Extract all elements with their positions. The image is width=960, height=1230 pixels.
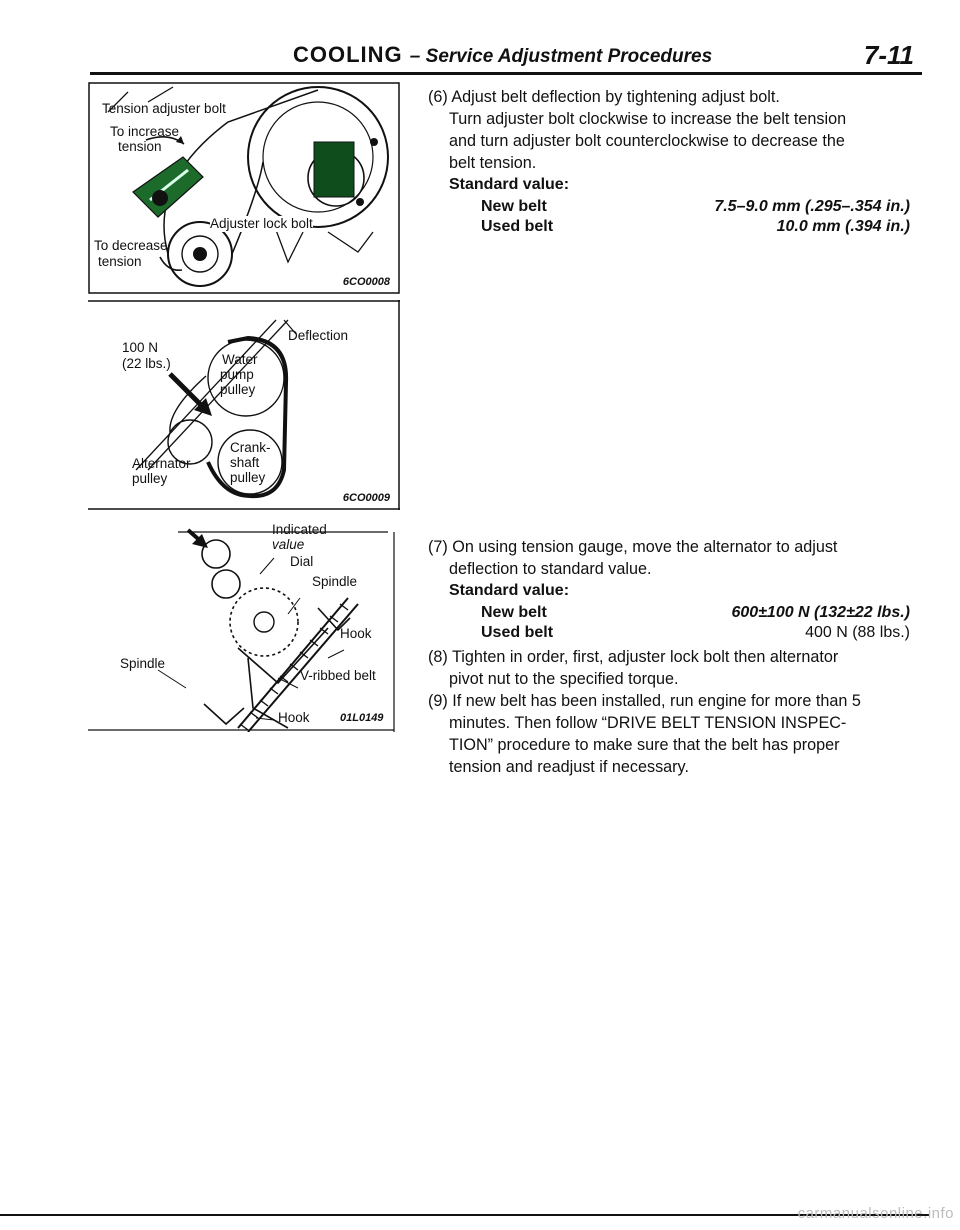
figure-code-1: 6CO0008 bbox=[342, 276, 390, 288]
label-water-1: Water bbox=[222, 352, 258, 367]
label-crank-1: Crank- bbox=[230, 440, 271, 455]
step-8 bbox=[428, 646, 910, 690]
label-spindle-left: Spindle bbox=[120, 656, 166, 671]
label-alternator-2: pulley bbox=[132, 471, 168, 486]
step-9 bbox=[428, 690, 910, 778]
step-7-spec-used bbox=[428, 622, 910, 642]
step-6-line-4: belt tension. bbox=[449, 154, 537, 172]
label-hook-right: Hook bbox=[340, 626, 372, 641]
step-9-line-2: minutes. Then follow “DRIVE BELT TENSION INSPEC- bbox=[449, 714, 847, 732]
label-force-lbs: (22 lbs.) bbox=[122, 356, 171, 371]
step-6-spec-heading: Standard value: bbox=[449, 176, 570, 193]
step-9-line-4: tension and readjust if necessary. bbox=[449, 758, 689, 776]
step-6-line-2: Turn adjuster bolt clockwise to increase the belt tension bbox=[449, 110, 847, 128]
label-dial: Dial bbox=[290, 554, 314, 569]
tension-gauge-illustration bbox=[88, 518, 400, 732]
label-value: value bbox=[272, 537, 305, 552]
step-6-new-value: 7.5–9.0 mm (.295–.354 in.) bbox=[714, 198, 910, 215]
label-crank-3: pulley bbox=[230, 470, 266, 485]
section-title bbox=[293, 42, 712, 68]
label-water-3: pulley bbox=[220, 382, 256, 397]
watermark: carmanualsonline.info bbox=[797, 1205, 954, 1222]
step-6-used-value: 10.0 mm (.394 in.) bbox=[776, 218, 910, 235]
step-6 bbox=[428, 86, 910, 236]
figure-code-2: 6CO0009 bbox=[342, 492, 390, 504]
figure-code-3: 01L0149 bbox=[340, 712, 384, 724]
label-tension-decrease: tension bbox=[98, 254, 142, 269]
step-7-line-2: deflection to standard value. bbox=[449, 560, 652, 578]
footer-rule bbox=[0, 1214, 930, 1216]
label-v-ribbed-belt: V-ribbed belt bbox=[300, 668, 376, 683]
step-7-spec-heading: Standard value: bbox=[449, 582, 570, 599]
section-name: COOLING bbox=[293, 42, 403, 67]
page-number: 7-11 bbox=[863, 40, 914, 70]
step-7 bbox=[428, 536, 910, 642]
step-8-line-1: (8) Tighten in order, first, adjuster lock bolt then alternator bbox=[428, 648, 839, 666]
step-7-new-label: New belt bbox=[481, 604, 547, 621]
figure-tension-gauge bbox=[88, 518, 400, 732]
step-8-line-2: pivot nut to the specified torque. bbox=[449, 670, 679, 688]
step-6-line-1: (6) Adjust belt deflection by tightening adjust bolt. bbox=[428, 88, 780, 106]
label-to-decrease: To decrease bbox=[94, 238, 168, 253]
step-7-used-label: Used belt bbox=[481, 624, 554, 641]
step-6-new-label: New belt bbox=[481, 198, 547, 215]
step-6-used-label: Used belt bbox=[481, 218, 554, 235]
step-7-used-value: 400 N (88 lbs.) bbox=[805, 624, 910, 641]
step-6-line-3: and turn adjuster bolt counterclockwise to decrease the bbox=[449, 132, 845, 150]
section-subtitle: – Service Adjustment Procedures bbox=[409, 46, 713, 67]
step-6-spec-used bbox=[428, 216, 910, 236]
step-7-new-value: 600±100 N (132±22 lbs.) bbox=[731, 604, 910, 621]
header-rule bbox=[90, 72, 922, 75]
label-crank-2: shaft bbox=[230, 455, 260, 470]
figure-belt-adjuster bbox=[88, 82, 400, 294]
label-indicated: Indicated bbox=[272, 522, 327, 537]
step-7-line-1: (7) On using tension gauge, move the alternator to adjust bbox=[428, 538, 838, 556]
step-7-spec-new bbox=[428, 602, 910, 622]
step-9-line-3: TION” procedure to make sure that the belt has proper bbox=[449, 736, 840, 754]
label-water-2: pump bbox=[220, 367, 254, 382]
step-9-line-1: (9) If new belt has been installed, run engine for more than 5 bbox=[428, 692, 861, 710]
figure-column bbox=[88, 82, 400, 732]
label-force: 100 N bbox=[122, 340, 159, 355]
label-deflection: Deflection bbox=[288, 328, 349, 343]
label-spindle-right: Spindle bbox=[312, 574, 358, 589]
label-hook-bottom: Hook bbox=[278, 710, 310, 725]
label-to-increase: To increase bbox=[110, 124, 180, 139]
figure-belt-deflection bbox=[88, 300, 400, 510]
label-tension-increase: tension bbox=[118, 139, 162, 154]
step-6-spec-new bbox=[428, 196, 910, 216]
label-alternator-1: Alternator bbox=[132, 456, 191, 471]
page-header bbox=[90, 40, 920, 72]
label-tension-adjuster-bolt: Tension adjuster bolt bbox=[102, 101, 226, 116]
label-adjuster-lock-bolt: Adjuster lock bolt bbox=[210, 216, 313, 231]
